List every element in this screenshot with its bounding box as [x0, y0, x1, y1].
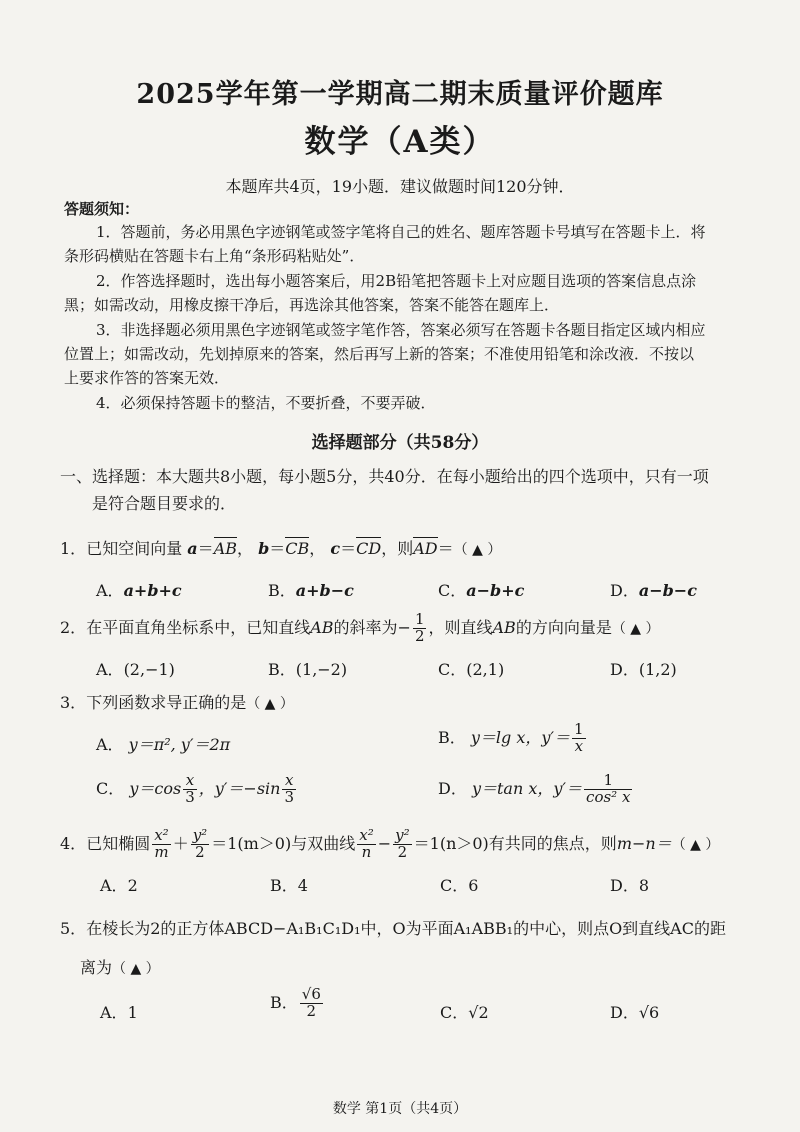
slope-fraction — [413, 612, 427, 645]
question-number: 4． — [60, 833, 87, 853]
option-label: D． — [610, 1003, 639, 1022]
option-label: A． — [96, 660, 124, 679]
option-value: (2,−1) — [123, 660, 175, 679]
page-title: 2025学年第一学期高二期末质量评价题库 — [136, 79, 664, 110]
vector-cd: CD — [356, 539, 382, 558]
plus-sign: ＋ — [172, 833, 189, 853]
numerator: x — [282, 773, 296, 790]
option-value: y＝tan x，y′＝ — [471, 778, 583, 798]
option-b — [270, 873, 308, 896]
question-text: 的方向向量是 — [515, 617, 612, 637]
question-5 — [60, 916, 726, 939]
option-label: B． — [268, 660, 296, 679]
option-label: C． — [440, 876, 469, 895]
denominator: 3 — [284, 787, 295, 806]
option-label: B． — [270, 876, 298, 895]
notes-heading: 答题须知： — [64, 200, 140, 218]
option-label: A． — [96, 735, 124, 754]
question-text: ，则直线 — [428, 617, 493, 637]
option-label: B． — [268, 581, 296, 600]
question-number: 2． — [60, 617, 87, 637]
option-b — [270, 987, 325, 1020]
numerator: 1 — [574, 720, 584, 738]
denominator: 2 — [414, 626, 425, 645]
option-label: D． — [610, 660, 639, 679]
option-value: √2 — [468, 1003, 489, 1022]
denominator: n — [361, 842, 372, 861]
page-subtitle: 数学（A类） — [304, 124, 496, 160]
option-value: 6 — [468, 876, 479, 895]
option-label: A． — [100, 1003, 128, 1022]
answer-mark: （ ▲ ） — [671, 836, 720, 853]
question-text: ，则 — [381, 539, 414, 558]
option-value: 2 — [127, 876, 138, 895]
option-a — [100, 1000, 138, 1023]
numerator: y² — [395, 826, 410, 844]
option-label: C． — [96, 778, 125, 798]
question-text: 的斜率为 — [333, 617, 398, 637]
question-text: 与双曲线 — [291, 833, 356, 853]
denominator: m — [154, 842, 169, 861]
option-a — [96, 732, 230, 755]
option-d — [610, 578, 697, 601]
option-c — [96, 773, 298, 806]
fraction — [584, 773, 632, 806]
option-label: B． — [270, 992, 298, 1012]
page-footer: 数学 第1页（共4页） — [332, 1101, 468, 1117]
option-value: (2,1) — [466, 660, 505, 679]
fraction — [393, 828, 412, 861]
part-instructions-cont: 是符合题目要求的． — [92, 494, 237, 513]
option-label: D． — [610, 876, 639, 895]
note-line: 1．答题前，务必用黑色字迹钢笔或签字笔将自己的姓名、题库答题卡号填写在答题卡上．将 — [96, 223, 706, 241]
fraction — [357, 828, 375, 861]
option-b — [268, 657, 347, 680]
option-a — [100, 873, 138, 896]
option-value: (1,2) — [638, 660, 677, 679]
option-value: √6 — [638, 1003, 660, 1022]
fraction — [282, 773, 296, 806]
option-c — [440, 873, 478, 896]
option-value: 1 — [127, 1003, 138, 1022]
option-value: (1,−2) — [295, 660, 348, 679]
vector-cb: CB — [285, 539, 310, 558]
note-line: 位置上；如需改动，先划掉原来的答案，然后再写上新的答案；不准使用铅笔和涂改液．不按以 — [64, 345, 695, 363]
numerator: x² — [154, 826, 169, 844]
answer-mark: （ ▲ ） — [453, 542, 502, 558]
numerator: x² — [359, 826, 374, 844]
fraction — [300, 987, 323, 1020]
equation-rhs: ＝1(m＞0) — [211, 833, 292, 853]
numerator: √6 — [301, 985, 321, 1003]
numerator: y² — [192, 826, 208, 844]
part-instructions: 一、选择题：本大题共8小题，每小题5分，共40分．在每小题给出的四个选项中，只有一项 — [60, 467, 709, 486]
question-1: 1．已知空间向量 a＝AB， b＝CB， c＝CD，则AD＝（ ▲ ） — [60, 539, 502, 558]
option-value: 8 — [638, 876, 650, 895]
question-4 — [60, 828, 719, 861]
answer-mark: （ ▲ ） — [246, 696, 294, 712]
note-line: 4．必须保持答题卡的整洁，不要折叠，不要弄破． — [96, 394, 436, 412]
option-label: C． — [438, 581, 467, 600]
expression: m−n＝ — [616, 833, 672, 853]
option-value: 4 — [297, 876, 308, 895]
answer-mark: （ ▲ ） — [112, 961, 160, 977]
note-line: 上要求作答的答案无效． — [64, 369, 230, 387]
option-c — [438, 657, 504, 680]
question-text: 在平面直角坐标系中，已知直线 — [86, 617, 311, 637]
line-name: AB — [310, 617, 334, 637]
vector-b: b — [258, 539, 270, 558]
numerator: 1 — [584, 773, 632, 790]
numerator: x — [183, 773, 197, 790]
question-text: 下列函数求导正确的是 — [86, 693, 247, 712]
question-text: 已知椭圆 — [86, 833, 151, 853]
option-label: A． — [100, 876, 128, 895]
option-value: ，y′＝−sin — [198, 778, 281, 798]
option-b — [438, 722, 588, 755]
answer-mark: （ ▲ ） — [611, 620, 660, 637]
note-line: 2．作答选择题时，选出每小题答案后，用2B铅笔把答题卡上对应题目选项的答案信息点涂 — [96, 272, 697, 290]
vector-ad: AD — [413, 539, 438, 558]
option-b — [268, 578, 354, 601]
denominator: cos² x — [586, 787, 631, 806]
question-number: 5． — [60, 919, 87, 938]
fraction — [183, 773, 197, 806]
fraction — [191, 828, 210, 861]
line-name: AB — [492, 617, 516, 637]
option-d — [610, 1000, 659, 1023]
denominator: 2 — [397, 842, 408, 861]
fraction — [152, 828, 170, 861]
denominator: 2 — [306, 1001, 317, 1020]
denominator: 3 — [185, 787, 195, 806]
denominator: 2 — [195, 842, 205, 861]
option-d — [610, 657, 677, 680]
note-line: 条形码横贴在答题卡右上角“条形码粘贴处”． — [64, 247, 365, 265]
vector-a: a — [187, 539, 198, 558]
fraction — [572, 722, 586, 755]
option-d — [438, 773, 634, 806]
option-c — [438, 578, 524, 601]
note-line: 黑；如需改动，用橡皮擦干净后，再选涂其他答案，答案不能答在题库上． — [64, 296, 560, 314]
option-value: a+b−c — [295, 581, 354, 600]
note-line: 3．非选择题必须用黑色字迹钢笔或签字笔作答，答案必须写在答题卡各题目指定区域内相应 — [96, 321, 706, 339]
option-value: y＝lg x，y′＝ — [470, 727, 571, 747]
option-d — [610, 873, 649, 896]
minus-sign: − — [397, 617, 411, 637]
vector-ab: AB — [213, 539, 237, 558]
numerator: 1 — [414, 610, 425, 628]
option-label: C． — [440, 1003, 469, 1022]
option-label: D． — [438, 778, 467, 798]
equation-rhs: ＝1(n＞0) — [413, 833, 489, 853]
minus-sign: − — [377, 833, 392, 853]
option-label: B． — [438, 727, 466, 747]
section-title: 选择题部分（共58分） — [311, 433, 489, 453]
option-label: D． — [610, 581, 639, 600]
option-label: A． — [96, 581, 124, 600]
intro-text: 本题库共4页，19小题．建议做题时间120分钟． — [225, 177, 575, 196]
equals: ＝ — [437, 539, 454, 558]
question-text: 已知空间向量 — [86, 539, 183, 558]
option-a — [96, 578, 182, 601]
option-value: y＝cos — [129, 778, 182, 798]
question-number: 1． — [60, 539, 87, 558]
question-5-cont — [80, 955, 160, 978]
option-value: y＝π², y′＝2π — [128, 735, 231, 754]
option-value: a−b−c — [638, 581, 697, 600]
question-text: 离为 — [80, 958, 113, 977]
question-2 — [60, 612, 660, 645]
vector-c: c — [330, 539, 341, 558]
option-value: a−b+c — [466, 581, 525, 600]
question-text: 在棱长为2的正方体ABCD−A₁B₁C₁D₁中，O为平面A₁ABB₁的中心，则点O到直线AC的距 — [86, 919, 726, 938]
question-3 — [60, 690, 294, 713]
option-c — [440, 1000, 489, 1023]
denominator: x — [574, 736, 584, 755]
question-text: 有共同的焦点，则 — [488, 833, 617, 853]
question-number: 3． — [60, 693, 87, 712]
option-value: a+b+c — [123, 581, 182, 600]
option-a — [96, 657, 175, 680]
option-label: C． — [438, 660, 467, 679]
